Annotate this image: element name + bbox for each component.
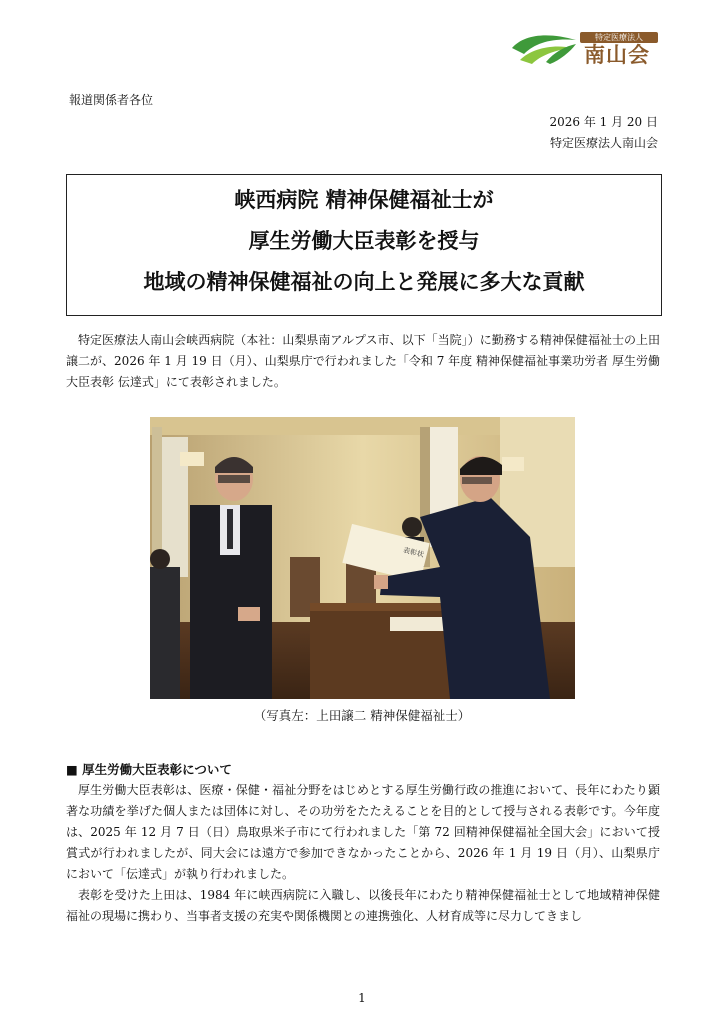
logo-name: 南山会 (584, 43, 650, 67)
certificate-text: 表彰状 (402, 546, 425, 560)
section-paragraph-2: 表彰を受けた上田は、1984 年に峡西病院に入職し、以後長年にわたり精神保健福祉士として地域精神保健福祉の現場に携わり、当事者支援の充実や関係機関との連携強化、人材育成等に尽力してきまし (66, 888, 660, 923)
headline-line-1: 峡西病院 精神保健福祉士が (234, 188, 494, 212)
photo-caption: （写真左：上田譲二 精神保健福祉士） (253, 708, 471, 723)
issuing-organization: 特定医療法人南山会 (549, 136, 658, 150)
company-logo (510, 30, 660, 70)
section-paragraph-1: 厚生労働大臣表彰は、医療・保健・福祉分野をはじめとする厚生労働行政の推進において、長年にわたり顕著な功績を挙げた個人または団体に対し、その功労をたたえることを目的として授与される表彰です。今年度は、2025 年 12 月 7 日（日）鳥取県米子市にて行われました「第 72 回精神保健福祉全国大会」において授賞式が行われましたが、同大会には遠方で参加できなかったことから、2026 年 1 月 19 日（月）、山梨県庁において「伝達式」が執り行われました。 (66, 783, 660, 881)
logo-badge: 特定医療法人 (580, 32, 658, 43)
ceremony-scene (150, 417, 575, 699)
release-date: 2026 年 1 月 20 日 (549, 115, 658, 129)
page-number: 1 (358, 991, 366, 1005)
intro-paragraph: 特定医療法人南山会峡西病院（本社：山梨県南アルプス市、以下「当院」）に勤務する精神保健福祉士の上田譲二が、2026 年 1 月 19 日（月）、山梨県庁で行われました「令和 7 年度 精神保健福祉事業功労者 厚生労働大臣表彰 伝達式」にて表彰されました。 (66, 333, 660, 389)
leaf-logo-icon (510, 32, 580, 66)
section-heading: ■ 厚生労働大臣表彰について (66, 762, 232, 777)
award-ceremony-photo (150, 417, 575, 699)
headline-line-3: 地域の精神保健福祉の向上と発展に多大な貢献 (143, 270, 585, 294)
addressee: 報道関係者各位 (69, 93, 154, 107)
headline-line-2: 厚生労働大臣表彰を授与 (248, 229, 480, 253)
headline-box (66, 174, 662, 316)
